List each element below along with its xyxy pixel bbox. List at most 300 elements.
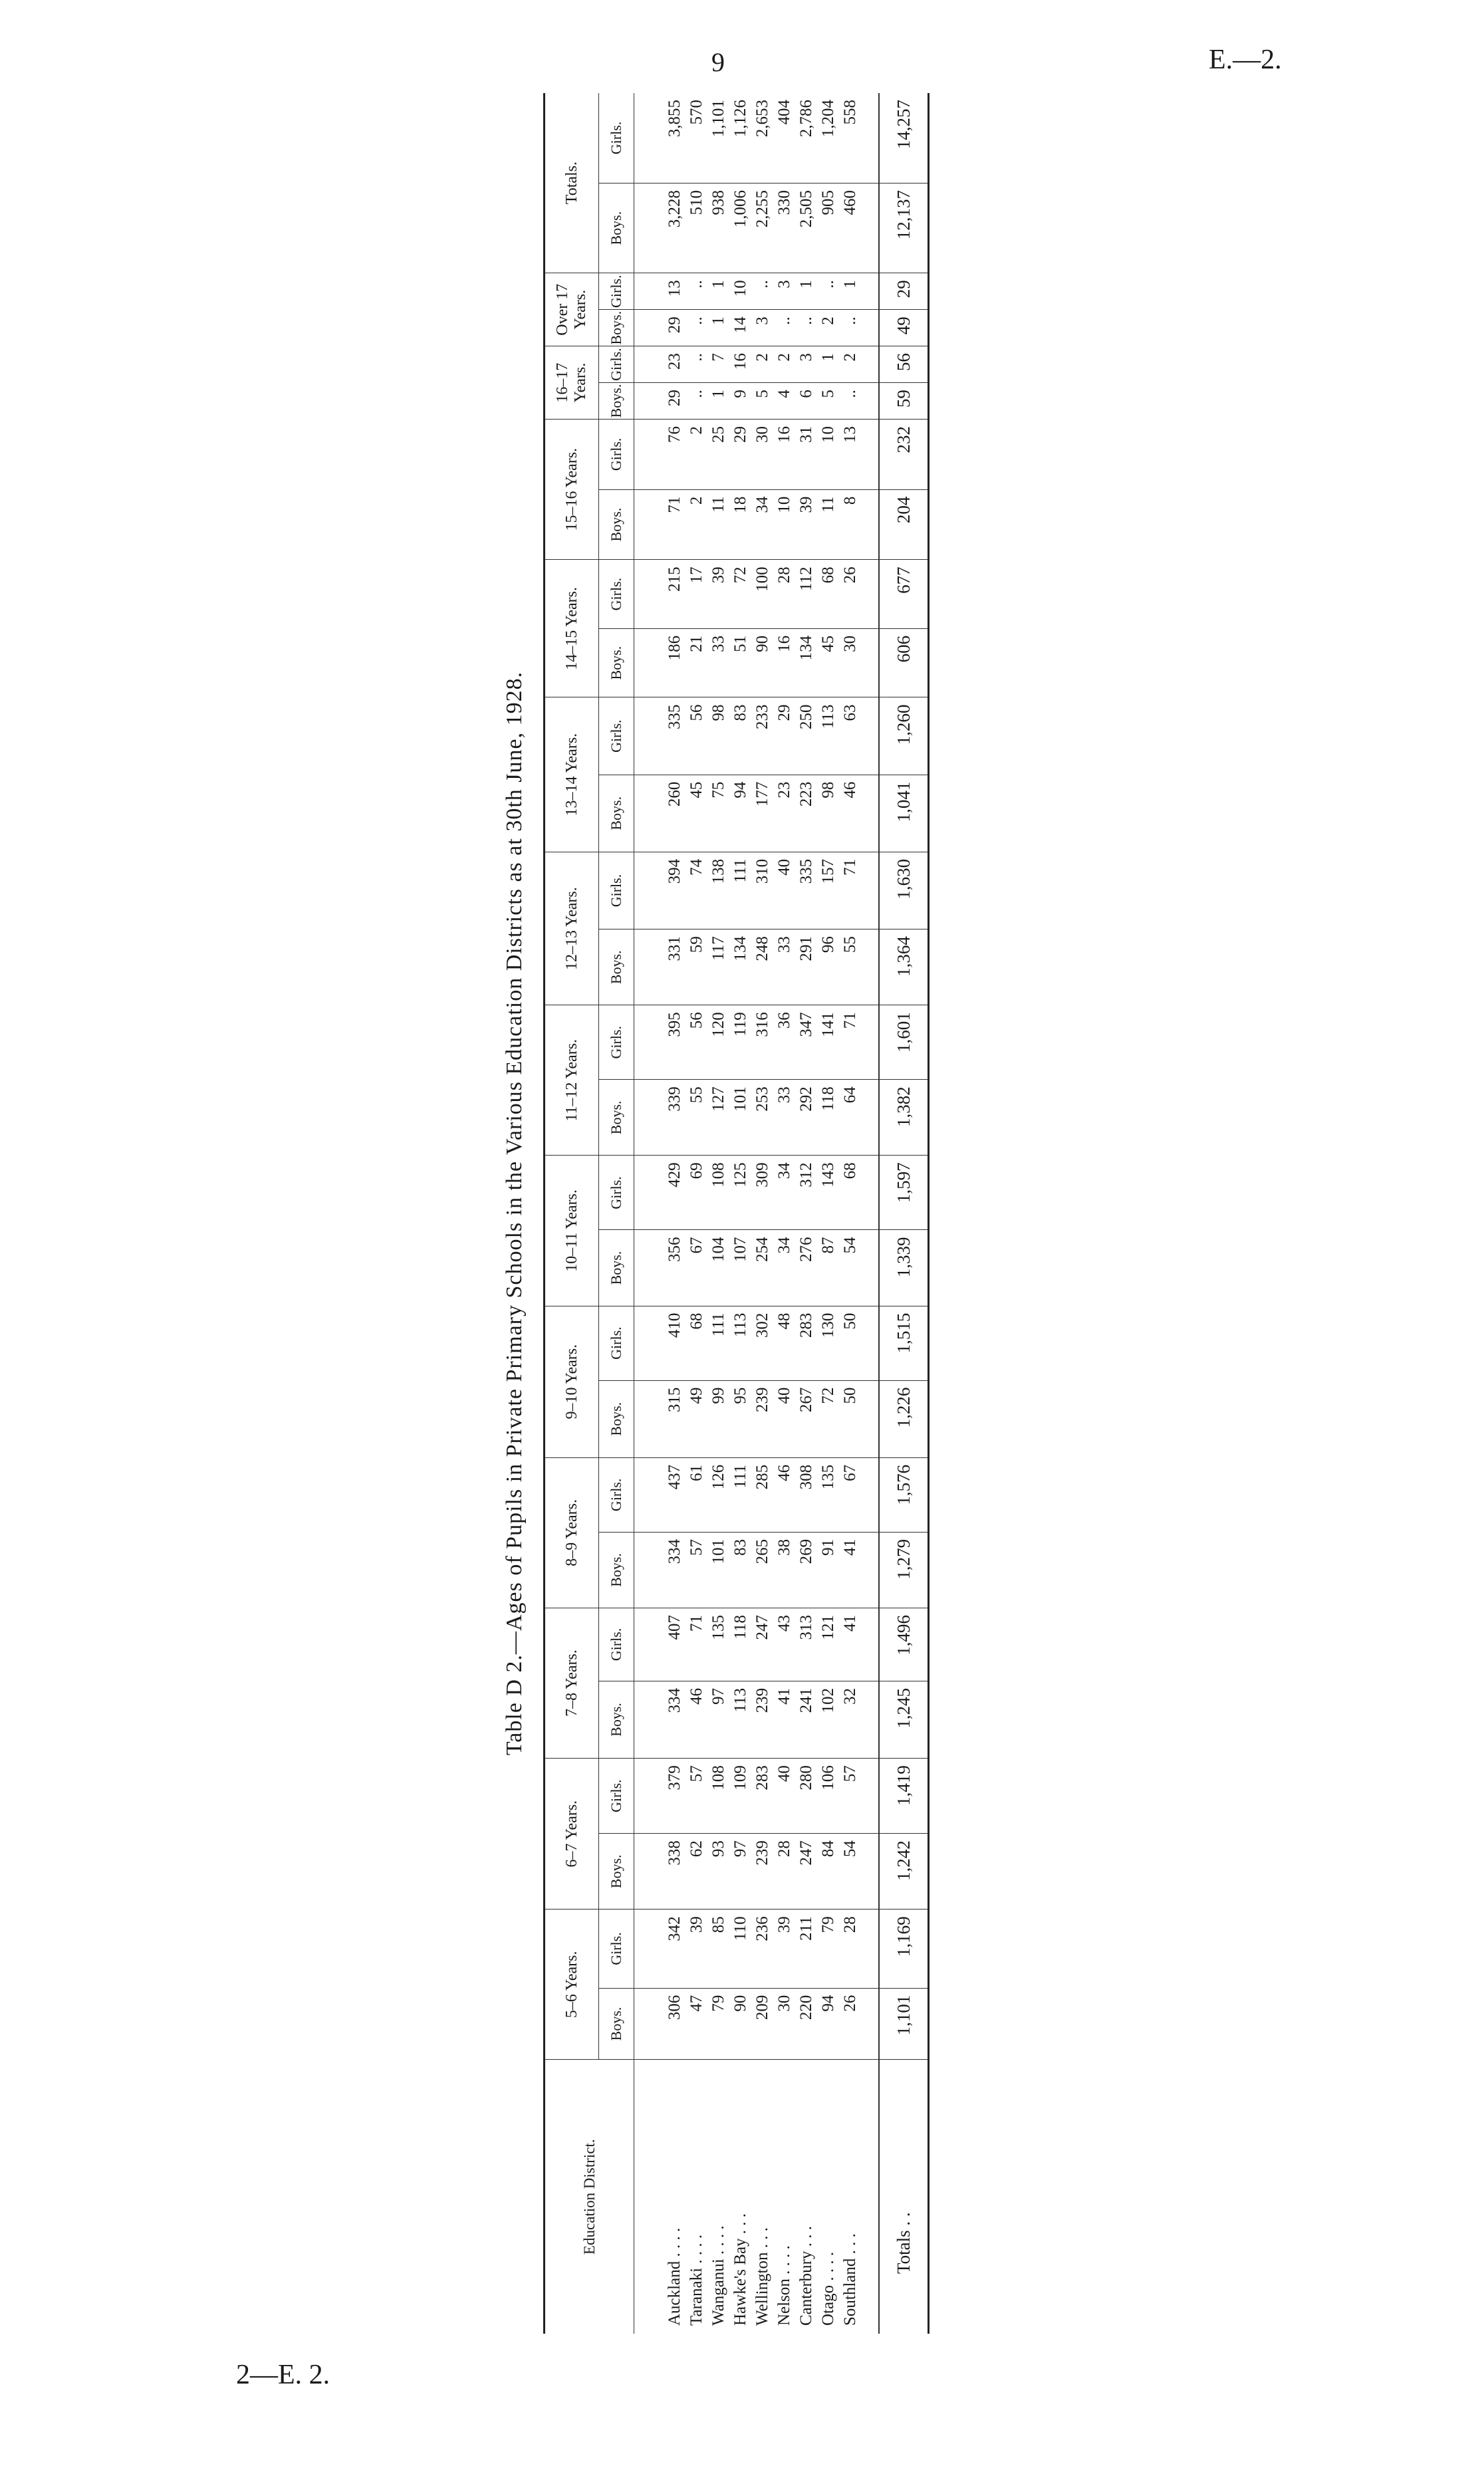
table-cell: 309: [751, 1156, 773, 1230]
girls-header: Girls.: [599, 852, 634, 929]
table-cell: 74: [685, 852, 707, 929]
totals-label: Totals . .: [879, 2060, 929, 2334]
table-cell: 335: [795, 852, 817, 929]
table-cell: 57: [685, 1532, 707, 1608]
table-cell: 938: [707, 184, 729, 273]
table-cell: 285: [751, 1457, 773, 1532]
age-group-header: 5–6 Years.: [545, 1910, 599, 2060]
table-cell: 50: [839, 1306, 879, 1380]
document-code: E.—2.: [1209, 45, 1282, 75]
table-row: [817, 93, 839, 2334]
district-name: Wanganui . . . .: [709, 2225, 727, 2326]
table-cell: 130: [817, 1306, 839, 1380]
table-cell: 3,228: [634, 184, 686, 273]
table-cell: 241: [795, 1681, 817, 1758]
table-cell: 64: [839, 1080, 879, 1156]
table-cell: 253: [751, 1080, 773, 1156]
boys-header: Boys.: [599, 1532, 634, 1608]
table-cell: 101: [729, 1080, 751, 1156]
table-cell: 23: [634, 346, 686, 383]
total-cell: 1,169: [879, 1910, 929, 1988]
table-cell: 99: [707, 1380, 729, 1457]
table-cell: 292: [795, 1080, 817, 1156]
table-cell: 1: [707, 383, 729, 420]
table-cell: 29: [729, 420, 751, 490]
table-cell: 98: [707, 697, 729, 775]
table-row: [685, 93, 707, 2334]
table-cell: 9: [729, 383, 751, 420]
table-cell: 46: [685, 1681, 707, 1758]
table-cell: 280: [795, 1759, 817, 1834]
table-cell: 13: [634, 273, 686, 310]
table-body: [634, 93, 929, 2334]
table-cell: 315: [634, 1380, 686, 1457]
table-cell: 104: [707, 1230, 729, 1306]
table-cell: 68: [817, 560, 839, 629]
table-cell: 14: [729, 310, 751, 346]
table-cell: 330: [773, 184, 795, 273]
age-group-header: 12–13 Years.: [545, 852, 599, 1005]
table-cell: 33: [773, 1080, 795, 1156]
table-cell: 29: [634, 310, 686, 346]
table-cell: 102: [817, 1681, 839, 1758]
total-cell: 204: [879, 489, 929, 560]
table-cell: 91: [817, 1532, 839, 1608]
table-cell: 334: [634, 1681, 686, 1758]
table-row: [773, 93, 795, 2334]
page-number: 9: [711, 47, 725, 77]
table-cell: 379: [634, 1759, 686, 1834]
table-cell: 2: [773, 346, 795, 383]
total-cell: 1,364: [879, 929, 929, 1005]
total-cell: 1,041: [879, 775, 929, 852]
table-cell: 135: [817, 1457, 839, 1532]
table-cell: 30: [751, 420, 773, 490]
girls-header: Girls.: [599, 560, 634, 629]
table-cell: 291: [795, 929, 817, 1005]
table-cell: 316: [751, 1005, 773, 1080]
table-cell: 72: [729, 560, 751, 629]
table-cell: ..: [839, 310, 879, 346]
table-cell: ..: [773, 310, 795, 346]
table-title: Table D 2.—Ages of Pupils in Private Primary Schools in the Various Education Districts as at 30th June, 1928.: [502, 671, 527, 1756]
table-cell: 157: [817, 852, 839, 929]
total-cell: 1,419: [879, 1759, 929, 1834]
table-cell: 39: [685, 1910, 707, 1988]
table-cell: 127: [707, 1080, 729, 1156]
table-cell: 4: [773, 383, 795, 420]
table-cell: 276: [795, 1230, 817, 1306]
table-cell: 2: [751, 346, 773, 383]
footer-signature: 2—E. 2.: [236, 2360, 330, 2390]
table-cell: 239: [751, 1834, 773, 1910]
table-cell: 394: [634, 852, 686, 929]
table-cell: 50: [839, 1380, 879, 1457]
table-cell: 90: [751, 628, 773, 697]
table-cell: 26: [839, 1988, 879, 2060]
table-cell: 54: [839, 1230, 879, 1306]
table-cell: 84: [817, 1834, 839, 1910]
table-cell: 334: [634, 1532, 686, 1608]
table-cell: 40: [773, 1380, 795, 1457]
table-cell: 10: [773, 489, 795, 560]
table-cell: 111: [707, 1306, 729, 1380]
age-group-header: 16–17 Years.: [545, 346, 599, 420]
table-cell: 34: [751, 489, 773, 560]
table-cell: 10: [729, 273, 751, 310]
table-cell: 71: [685, 1608, 707, 1681]
table-cell: 30: [839, 628, 879, 697]
table-row: [707, 93, 729, 2334]
table-cell: 63: [839, 697, 879, 775]
table-cell: 331: [634, 929, 686, 1005]
table-cell: 97: [729, 1834, 751, 1910]
girls-header: Girls.: [599, 93, 634, 184]
table-cell: ..: [817, 273, 839, 310]
table-cell: 342: [634, 1910, 686, 1988]
total-cell: 1,260: [879, 697, 929, 775]
district-header: Education District.: [545, 2060, 634, 2334]
boys-header: Boys.: [599, 489, 634, 560]
table-cell: 36: [773, 1005, 795, 1080]
table-cell: 68: [685, 1306, 707, 1380]
table-cell: 47: [685, 1988, 707, 2060]
table-cell: 126: [707, 1457, 729, 1532]
table-cell: 905: [817, 184, 839, 273]
district-name: Nelson . . . .: [775, 2245, 793, 2326]
table-cell: 135: [707, 1608, 729, 1681]
district-name: Otago . . . .: [819, 2251, 837, 2326]
district-name: Hawke's Bay . . .: [731, 2213, 749, 2326]
table-cell: 239: [751, 1380, 773, 1457]
table-cell: 69: [685, 1156, 707, 1230]
table-cell: 119: [729, 1005, 751, 1080]
table-cell: 29: [773, 697, 795, 775]
table-row: [795, 93, 817, 2334]
table-cell: 108: [707, 1759, 729, 1834]
table-cell: 306: [634, 1988, 686, 2060]
table-cell: 97: [707, 1681, 729, 1758]
girls-header: Girls.: [599, 1608, 634, 1681]
table-cell: 55: [839, 929, 879, 1005]
table-cell: 1,204: [817, 93, 839, 184]
table-cell: 111: [729, 852, 751, 929]
table-cell: 211: [795, 1910, 817, 1988]
table-cell: 23: [773, 775, 795, 852]
table-cell: 96: [817, 929, 839, 1005]
table-cell: 186: [634, 628, 686, 697]
table-cell: 335: [634, 697, 686, 775]
table-cell: 54: [839, 1834, 879, 1910]
table-cell: 177: [751, 775, 773, 852]
table-cell: 76: [634, 420, 686, 490]
table-cell: 109: [729, 1759, 751, 1834]
table-cell: 49: [685, 1380, 707, 1457]
table-cell: 94: [817, 1988, 839, 2060]
table-cell: 41: [839, 1532, 879, 1608]
table-cell: 61: [685, 1457, 707, 1532]
table-cell: 25: [707, 420, 729, 490]
boys-header: Boys.: [599, 383, 634, 420]
table-cell: 2,653: [751, 93, 773, 184]
table-cell: 41: [839, 1608, 879, 1681]
district-name: Auckland . . . .: [666, 2227, 683, 2326]
boys-header: Boys.: [599, 628, 634, 697]
table-cell: 62: [685, 1834, 707, 1910]
girls-header: Girls.: [599, 1457, 634, 1532]
table-cell: ..: [795, 310, 817, 346]
table-cell: 90: [729, 1988, 751, 2060]
table-cell: 38: [773, 1532, 795, 1608]
table-cell: 33: [773, 929, 795, 1005]
table-cell: 57: [839, 1759, 879, 1834]
table-cell: 410: [634, 1306, 686, 1380]
table-row: [751, 93, 773, 2334]
table-cell: 120: [707, 1005, 729, 1080]
table-cell: 28: [773, 560, 795, 629]
table-cell: 558: [839, 93, 879, 184]
table-cell: 28: [839, 1910, 879, 1988]
table-cell: 118: [729, 1608, 751, 1681]
table-cell: 269: [795, 1532, 817, 1608]
table-cell: 339: [634, 1080, 686, 1156]
table-row: [634, 93, 686, 2334]
girls-header: Girls.: [599, 1306, 634, 1380]
table-cell: 310: [751, 852, 773, 929]
table-cell: 16: [773, 420, 795, 490]
table-cell: 134: [795, 628, 817, 697]
table-cell: 1,006: [729, 184, 751, 273]
table-cell: 71: [839, 1005, 879, 1080]
age-group-header: 11–12 Years.: [545, 1005, 599, 1156]
table-cell: 79: [817, 1910, 839, 1988]
total-cell: 1,226: [879, 1380, 929, 1457]
total-cell: 1,496: [879, 1608, 929, 1681]
table-cell: 72: [817, 1380, 839, 1457]
table-cell: 18: [729, 489, 751, 560]
boys-header: Boys.: [599, 1230, 634, 1306]
boys-header: Boys.: [599, 1988, 634, 2060]
ages-table: [543, 93, 929, 2334]
table-cell: 67: [839, 1457, 879, 1532]
total-cell: 606: [879, 628, 929, 697]
total-cell: 1,515: [879, 1306, 929, 1380]
table-cell: 125: [729, 1156, 751, 1230]
table-cell: 83: [729, 697, 751, 775]
boys-header: Boys.: [599, 929, 634, 1005]
table-cell: 107: [729, 1230, 751, 1306]
table-cell: 138: [707, 852, 729, 929]
total-cell: 14,257: [879, 93, 929, 184]
boys-header: Boys.: [599, 1080, 634, 1156]
age-group-header: Over 17 Years.: [545, 273, 599, 346]
age-group-header: 10–11 Years.: [545, 1156, 599, 1306]
table-cell: 2,255: [751, 184, 773, 273]
table-cell: 247: [751, 1608, 773, 1681]
table-cell: 1: [707, 273, 729, 310]
boys-header: Boys.: [599, 1681, 634, 1758]
total-cell: 677: [879, 560, 929, 629]
total-cell: 12,137: [879, 184, 929, 273]
table-cell: 56: [685, 697, 707, 775]
table-cell: 39: [795, 489, 817, 560]
table-cell: 250: [795, 697, 817, 775]
table-cell: 312: [795, 1156, 817, 1230]
table-cell: 2: [817, 310, 839, 346]
table-cell: 2: [685, 489, 707, 560]
table-cell: 407: [634, 1608, 686, 1681]
table-cell: 85: [707, 1910, 729, 1988]
table-cell: 1: [795, 273, 817, 310]
table-cell: ..: [685, 273, 707, 310]
table-cell: 98: [817, 775, 839, 852]
table-cell: 247: [795, 1834, 817, 1910]
age-group-header: 6–7 Years.: [545, 1759, 599, 1910]
table-cell: 1: [707, 310, 729, 346]
table-cell: 404: [773, 93, 795, 184]
table-cell: 21: [685, 628, 707, 697]
boys-header: Boys.: [599, 184, 634, 273]
table-cell: 13: [839, 420, 879, 490]
table-cell: 6: [795, 383, 817, 420]
table-cell: 46: [839, 775, 879, 852]
table-cell: 395: [634, 1005, 686, 1080]
table-cell: 29: [634, 383, 686, 420]
table-cell: 117: [707, 929, 729, 1005]
table-cell: 40: [773, 1759, 795, 1834]
table-cell: 46: [773, 1457, 795, 1532]
table-cell: 39: [707, 560, 729, 629]
table-cell: 5: [751, 383, 773, 420]
total-cell: 59: [879, 383, 929, 420]
girls-header: Girls.: [599, 1910, 634, 1988]
table-cell: 429: [634, 1156, 686, 1230]
girls-header: Girls.: [599, 346, 634, 383]
table-cell: 57: [685, 1759, 707, 1834]
table-cell: 43: [773, 1608, 795, 1681]
table-cell: 31: [795, 420, 817, 490]
table-cell: 3: [751, 310, 773, 346]
table-cell: 236: [751, 1910, 773, 1988]
table-cell: ..: [751, 273, 773, 310]
table-cell: 2: [685, 420, 707, 490]
table-cell: 113: [729, 1681, 751, 1758]
table-cell: 41: [773, 1681, 795, 1758]
table-cell: 209: [751, 1988, 773, 2060]
table-cell: 30: [773, 1988, 795, 2060]
total-cell: 1,630: [879, 852, 929, 929]
table-cell: 347: [795, 1005, 817, 1080]
table-cell: 233: [751, 697, 773, 775]
table-cell: 113: [817, 697, 839, 775]
table-cell: ..: [685, 310, 707, 346]
table-cell: 1,126: [729, 93, 751, 184]
table-cell: 308: [795, 1457, 817, 1532]
table-cell: ..: [685, 383, 707, 420]
district-name: Wellington . . .: [753, 2227, 771, 2326]
boys-header: Boys.: [599, 1380, 634, 1457]
total-cell: 29: [879, 273, 929, 310]
table-cell: 17: [685, 560, 707, 629]
table-cell: 338: [634, 1834, 686, 1910]
table-cell: 71: [634, 489, 686, 560]
table-row: [729, 93, 751, 2334]
table-cell: 111: [729, 1457, 751, 1532]
total-cell: 1,382: [879, 1080, 929, 1156]
girls-header: Girls.: [599, 273, 634, 310]
boys-header: Boys.: [599, 1834, 634, 1910]
table-cell: 34: [773, 1230, 795, 1306]
total-cell: 1,242: [879, 1834, 929, 1910]
table-cell: 265: [751, 1532, 773, 1608]
girls-header: Girls.: [599, 1759, 634, 1834]
table-cell: 248: [751, 929, 773, 1005]
table-cell: 101: [707, 1532, 729, 1608]
total-cell: 1,245: [879, 1681, 929, 1758]
table-cell: 2: [839, 346, 879, 383]
table-cell: 254: [751, 1230, 773, 1306]
totals-row: [879, 93, 929, 2334]
table-cell: 11: [707, 489, 729, 560]
table-cell: 1,101: [707, 93, 729, 184]
table-cell: 28: [773, 1834, 795, 1910]
boys-header: Boys.: [599, 310, 634, 346]
girls-header: Girls.: [599, 1005, 634, 1080]
table-cell: 67: [685, 1230, 707, 1306]
table-cell: 110: [729, 1910, 751, 1988]
age-group-header: 15–16 Years.: [545, 420, 599, 560]
table-cell: 134: [729, 929, 751, 1005]
table-cell: 3,855: [634, 93, 686, 184]
girls-header: Girls.: [599, 697, 634, 775]
table-cell: 16: [729, 346, 751, 383]
table-cell: 1: [839, 273, 879, 310]
table-cell: 239: [751, 1681, 773, 1758]
age-group-header: 9–10 Years.: [545, 1306, 599, 1457]
table-cell: 141: [817, 1005, 839, 1080]
table-cell: 356: [634, 1230, 686, 1306]
total-cell: 1,597: [879, 1156, 929, 1230]
table-cell: 283: [795, 1306, 817, 1380]
table-cell: 2,786: [795, 93, 817, 184]
table-cell: 570: [685, 93, 707, 184]
total-cell: 232: [879, 420, 929, 490]
table-cell: 215: [634, 560, 686, 629]
table-cell: 71: [839, 852, 879, 929]
table-header: [545, 93, 634, 2334]
age-group-header: 13–14 Years.: [545, 697, 599, 852]
table-cell: 223: [795, 775, 817, 852]
table-cell: 93: [707, 1834, 729, 1910]
table-cell: 220: [795, 1988, 817, 2060]
table-cell: 460: [839, 184, 879, 273]
table-cell: 3: [795, 346, 817, 383]
table-cell: 51: [729, 628, 751, 697]
total-cell: 56: [879, 346, 929, 383]
district-name: Southland . . .: [841, 2233, 859, 2326]
district-name: Taranaki . . . .: [687, 2234, 705, 2326]
table-cell: 45: [817, 628, 839, 697]
table-cell: 510: [685, 184, 707, 273]
girls-header: Girls.: [599, 1156, 634, 1230]
table-cell: 55: [685, 1080, 707, 1156]
total-cell: 1,339: [879, 1230, 929, 1306]
table-cell: 11: [817, 489, 839, 560]
boys-header: Boys.: [599, 775, 634, 852]
table-cell: 313: [795, 1608, 817, 1681]
table-cell: 59: [685, 929, 707, 1005]
total-cell: 49: [879, 310, 929, 346]
